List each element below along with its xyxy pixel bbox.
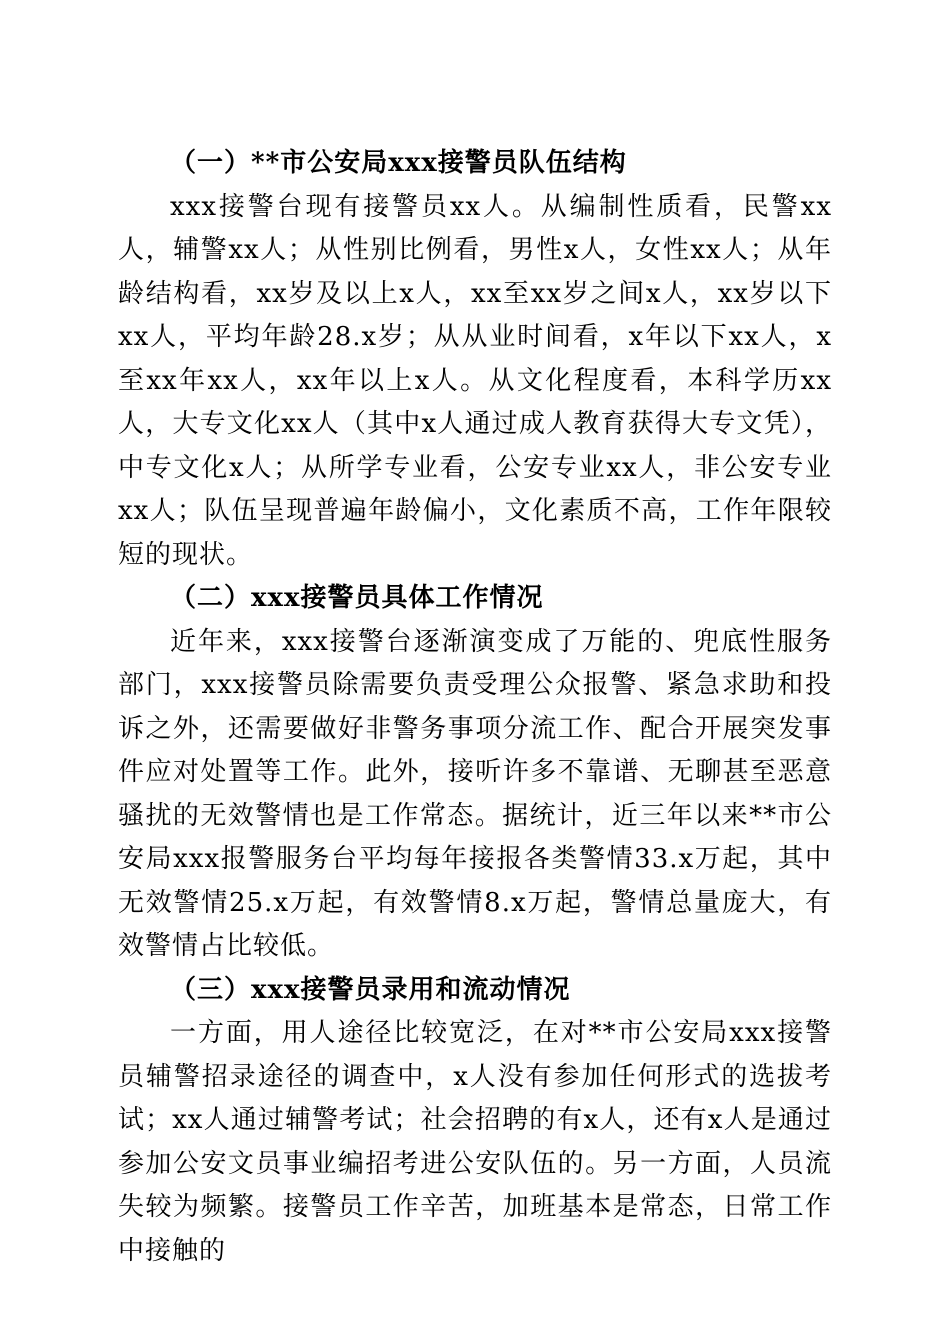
- section-heading-2: （二）xxx接警员具体工作情况: [170, 583, 544, 613]
- section-heading-3: （三）xxx接警员录用和流动情况: [170, 974, 571, 1005]
- section-paragraph-2: 近年来，xxx接警台逐渐演变成了万能的、兜底性服务部门，xxx接警员除需要负责受理公众报警、紧急求助和投诉之外，还需要做好非警务事项分流工作、配合开展突发事件应对处置等工作。此外，接听许多不靠谱、无聊甚至恶意骚扰的无效警情也是工作常态。据统计，近三年以来**市公安局xxx报警服务台平均每年接报各类警情33.x万起，其中无效警情25.x万起，有效警情8.x万起，警情总量庞大，有效警情占比较低。: [118, 626, 832, 961]
- section-paragraph-3: 一方面，用人途径比较宽泛，在对**市公安局xxx接警员辅警招录途径的调查中，x人没有参加任何形式的选拔考试；xx人通过辅警考试；社会招聘的有x人，还有x人是通过参加公安文员事业编招考进公安队伍的。另一方面，人员流失较为频繁。接警员工作辛苦，加班基本是常态，日常工作中接触的: [118, 1018, 832, 1266]
- section-heading-1: （一）**市公安局xxx接警员队伍结构: [170, 148, 627, 178]
- document-body: [118, 142, 832, 1273]
- section-paragraph-1: xxx接警台现有接警员xx人。从编制性质看，民警xx人，辅警xx人；从性别比例看，男性x人，女性xx人；从年龄结构看，xx岁及以上x人，xx至xx岁之间x人，xx岁以下xx人，平均年龄28.x岁；从从业时间看，x年以下xx人，x至xx年xx人，xx年以上x人。从文化程度看，本科学历xx人，大专文化xx人（其中x人通过成人教育获得大专文凭），中专文化x人；从所学专业看，公安专业xx人，非公安专业xx人；队伍呈现普遍年龄偏小，文化素质不高，工作年限较短的现状。: [118, 191, 832, 570]
